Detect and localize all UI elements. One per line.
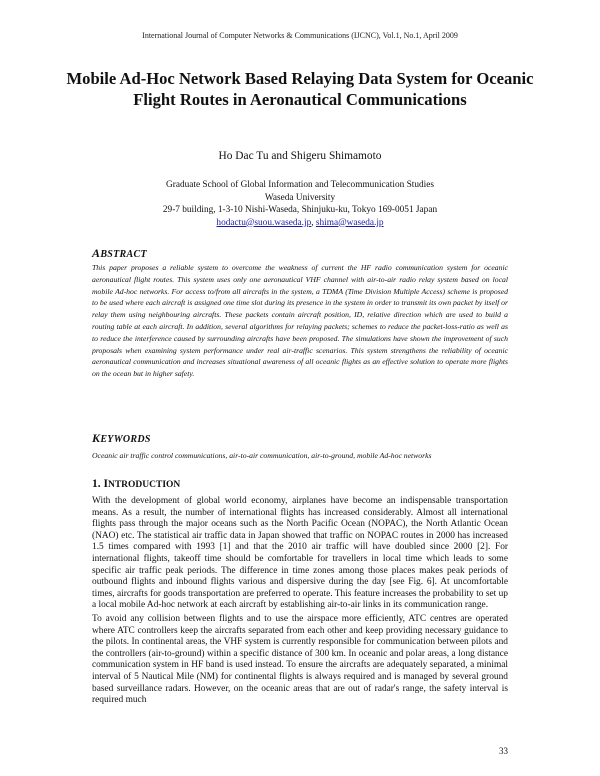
keywords-heading-rest: EYWORDS bbox=[100, 434, 151, 445]
introduction-paragraph-2: To avoid any collision between flights and to use the airspace more efficiently, ATC centres are operated where ATC controllers keep the aircrafts separated from each other and keep providing necessary guidance to the pilots. In continental areas, the VHF system is currently responsible for communication between pilots and the controllers (air-to-ground) within a specific distance of 300 km. In oceanic and polar areas, a long distance communication system in HF band is used instead. To ensure the aircrafts are adequately separated, a minimal interval of 5 Nautical Mile (NM) for continental flights is always required and is managed by several ground based surveillance radars. However, on the oceanic areas that are out of radar's range, the safety interval is required much bbox=[92, 614, 508, 706]
abstract-heading-initial: A bbox=[92, 246, 101, 260]
paper-title: Mobile Ad-Hoc Network Based Relaying Data System for Oceanic Flight Routes in Aeronautical Communications bbox=[66, 69, 534, 109]
introduction-paragraph-1: With the development of global world economy, airplanes have become an indispensable transportation means. As a result, the number of international flights has increased considerably. Almost all international flights pass through the major oceans such as the North Pacific Ocean (NOPAC), the North Atlantic Ocean (NAO) etc. The statistical air traffic data in Japan showed that traffic on NOPAC routes in 2000 has increased 1.5 times compared with 1993 [1] and that the 2010 air traffic will have doubled since 2000 [2]. For international flights, takeoff time should be comfortable for travellers in local time which leads to some specific air traffic peak periods. The difference in time zones among those places makes peak periods of outbound flights and inbound flights various and dispersive during the day [see Fig. 6]. At uncomfortable times, aircrafts for goods transportation are preferred to operate. This feature increases the probability to set up a local mobile Ad-hoc network at each aircraft by establishing air-to-air links in its communication range. bbox=[92, 496, 508, 611]
section-number: 1. bbox=[92, 478, 104, 490]
affiliation-university: Waseda University bbox=[264, 192, 336, 203]
introduction-heading-initial: I bbox=[103, 478, 108, 490]
affiliation-address: 29-7 building, 1-3-10 Nishi-Waseda, Shinjuku-ku, Tokyo 169-0051 Japan bbox=[162, 205, 438, 215]
email-link-1[interactable]: hodactu@suou.waseda.jp bbox=[216, 217, 312, 228]
keywords-text: Oceanic air traffic control communications, air-to-air communication, air-to-ground, mobile Ad-hoc networks bbox=[92, 451, 432, 460]
affiliation-school: Graduate School of Global Information and Telecommunication Studies bbox=[166, 180, 434, 190]
email-separator: , bbox=[311, 217, 316, 228]
introduction-heading-rest: NTRODUCTION bbox=[107, 480, 181, 490]
keywords-heading-initial: K bbox=[92, 431, 101, 445]
abstract-heading bbox=[92, 246, 147, 261]
running-head: International Journal of Computer Networks & Communications (IJCNC), Vol.1, No.1, April 2009 bbox=[142, 31, 458, 40]
author-list: Ho Dac Tu and Shigeru Shimamoto bbox=[218, 150, 382, 162]
affiliation-block bbox=[80, 179, 520, 229]
email-link-2[interactable]: shima@waseda.jp bbox=[315, 217, 384, 228]
introduction-heading bbox=[92, 478, 180, 490]
abstract-heading-rest: BSTRACT bbox=[100, 249, 147, 260]
abstract-text: This paper proposes a reliable system to overcome the weakness of current the HF radio communication system for oceanic aeronautical flight routes. This system uses only one aeronautical VHF channel with air-to-air radio relay system based on local mobile Ad-hoc networks. For access to/from all aircrafts in the system, a TDMA (Time Division Multiple Access) scheme is proposed to be used where each aircraft is assigned one time slot during its presence in the system in order to transmit its own packet by itself or relay them using neighbouring aircrafts. These packets contain aircraft position, ID, relative direction which are used to build a routing table at each aircraft. In addition, several algorithms for relaying packets; schemes to reduce the packet-loss-ratio as well as to reduce the interference caused by surrounding aircrafts have been proposed. The simulations have shown the improvement of such proposals when examining system performance under real air-traffic scenarios. This system strengthens the reliability of oceanic aeronautical communication and increases situational awareness of all oceanic flights as an effective solution to operate more flights on the ocean but in higher safety. bbox=[92, 263, 508, 379]
email-line bbox=[80, 217, 520, 230]
keywords-heading bbox=[92, 431, 151, 446]
page-number: 33 bbox=[499, 746, 508, 756]
